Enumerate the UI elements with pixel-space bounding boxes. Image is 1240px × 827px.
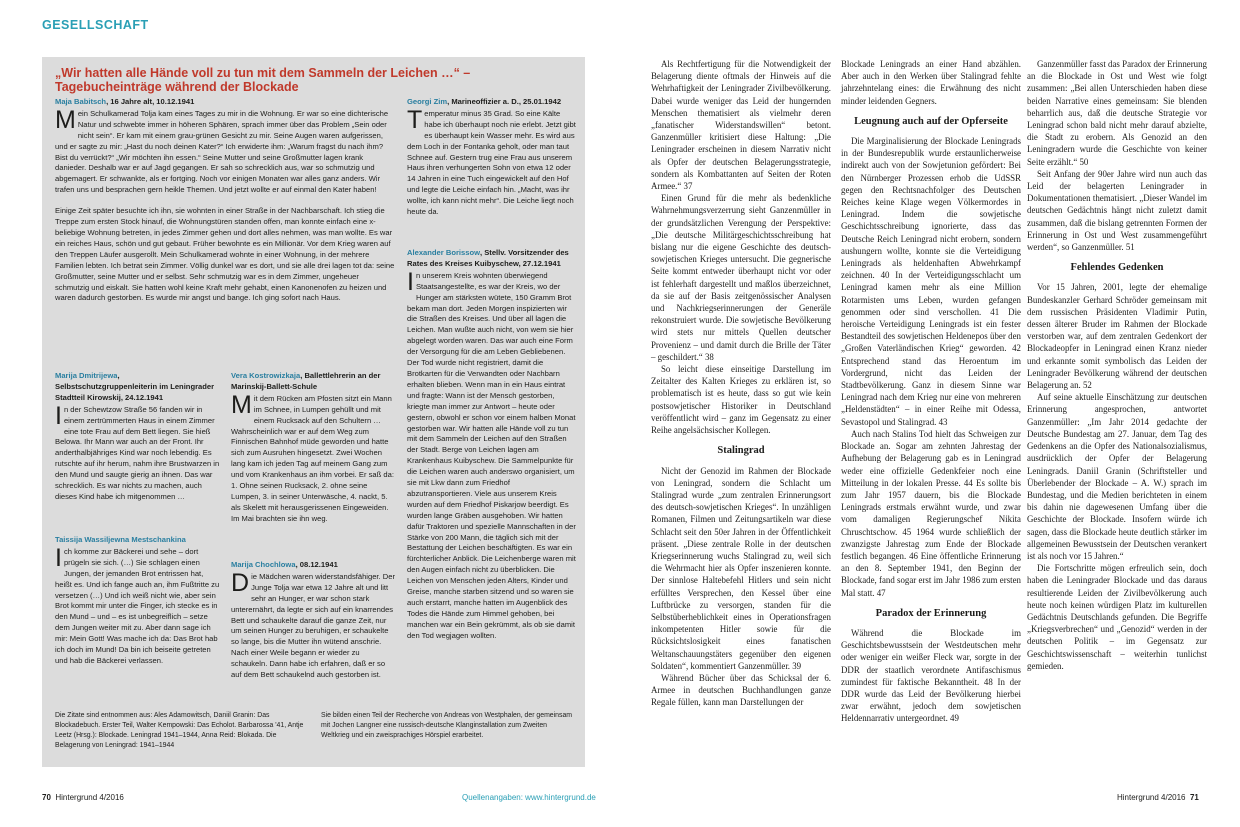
entry-meta: , Stellv. Vorsitzender des Rates des Kreises Kuibyschew, 27.12.1941 [407, 248, 569, 268]
sources-link[interactable]: Quellenangaben: www.hintergrund.de [462, 793, 596, 802]
section-label: GESELLSCHAFT [42, 18, 149, 32]
paragraph: So leicht diese einseitige Darstellung im Zeitalter des Kalten Krieges zu erklären ist, so problematisch ist es heute, dass so gut wie kein postsowjetischer Historiker in Deutschland veröffentlicht wird – ganz im Gegensatz zu einer Reihe angelsächsischer Kollegen. [651, 364, 831, 436]
paragraph: Einen Grund für die mehr als bedenkliche Wahrnehmungsverzerrung sieht Ganzenmüller in der grundsätzlichen Verengung der Perspektive: „Die deutsche Militärgeschichtsschreibung hat bislang nur die eigene Geschichte des deutsch-sowjetischen Krieges untersucht. Die gegnerische Seite kommt entweder überhaupt nicht vor oder ist fehlerhaft dargestellt und maßlos überzeichnet, da sie auf der Basis zeitgenössischer Analysen und Nachkriegserinnerungen der Generäle rekonstruiert wurde. Die sowjetische Bevölkerung wird stets nur mittels Quellen deutscher Provenienz – und damit durch die Brille der Täter – geschildert.“ 38 [651, 193, 831, 362]
paragraph: Nicht der Genozid im Rahmen der Blockade von Leningrad, sondern die Schlacht um Stalingrad wurde „zum zentralen Erinnerungsort des deutsch-sowjetischen Krieges“. In unzähligen Romanen, Filmen und Zeitungsartikeln war diese Schlacht seit den 50er Jahren in der Öffentlichkeit präsent. „Diese zentrale Rolle in der deutschen Kriegserinnerung wuchs Stalingrad zu, weil sich die Wehrmacht hier als Opfer inszenieren konnte. Der sinnlose Haltebefehl Hitlers und sein nicht erfülltes Versprechen, den Kessel über eine Luftbrücke zu versorgen, standen für die Selbstüberheblichkeit eines in Operationsfragen inkompetenten Hitler sowie für die Rücksichtslosigkeit eines fanatischen Weltanschauungstäters gegenüber den eigenen Soldaten“, kommentiert Ganzenmüller. 39 [651, 465, 831, 671]
subheading: Leugnung auch auf der Opferseite [854, 115, 1008, 127]
article-column-2 [841, 58, 1021, 725]
entry-meta: , 16 Jahre alt, 10.12.1941 [106, 97, 195, 106]
entry-author: Marija Dmitrijewa [55, 371, 118, 380]
diary-entry [407, 97, 577, 218]
entry-author: Maja Babitsch [55, 97, 107, 106]
paragraph: Die Fortschritte mögen erfreulich sein, doch haben die Leningrader Blockade und das daraus resultierende Leiden der Zivilbevölkerung auch heute noch keinen würdigen Platz im kulturellen Gedächtnis Deutschlands gefunden. Die Begriffe „Kriegsverbrechen“ und „Genozid“ werden in der deutschen Politik – im Gegensatz zur Geschichtswissenschaft – weiterhin tunlichst gemieden. [1027, 563, 1207, 671]
diary-entry [55, 371, 220, 503]
box-title: „Wir hatten alle Hände voll zu tun mit dem Sammeln der Leichen …“ – Tagebucheinträge während der Blockade [55, 66, 471, 94]
sources-note: Die Zitate sind entnommen aus: Ales Adamowitsch, Daniil Granin: Das Blockadebuch. Erster Teil, Walter Kempowski: Das Echolot. Barbarossa '41, Antje Leetz (Hrsg.): Blockade. Leningrad 1941–1944, Anna Reid: Blokada. Die Belagerung von Leningrad: 1941–1944 [55, 712, 304, 749]
diary-entry [407, 248, 577, 642]
entry-meta: , Selbstschutzgruppenleiterin im Leningrader Stadtteil Kirowskij, 24.12.1941 [55, 371, 215, 402]
diary-entry [55, 535, 220, 667]
entry-text: Mein Schulkamerad Tolja kam eines Tages zu mir in die Wohnung. Er war so eine dichterische Natur und schwebte immer in höheren Sphären, sprach immer über das Problem „Sein oder nicht sein“. Er kam mit einem grau-grünen Gesicht zu mir. Seine Augen waren aufgerissen, und er sagte zu mir: „Hast du noch deinen Kater?“ Ich erwiderte ihm: „Warum fragst du nach ihm? Bist du verrückt?“ „Wir möchten ihn essen.“ Seine Mutter und seine Großmutter lagen krank danieder. Deshalb war er auf Jagd gegangen. Er sah so schrecklich aus, war so schmutzig und abgemagert. Er schwankte, als er fortging. Noch vor einigen Monaten war alles ganz anders. Wir trafen uns und besprachen gern heikle Themen. Und jetzt wollte er auf einmal den Kater haben! [55, 105, 389, 195]
entry-meta: , 08.12.1941 [295, 560, 338, 569]
subheading: Fehlendes Gedenken [1070, 262, 1164, 274]
paragraph: Auch nach Stalins Tod hielt das Schweigen zur Blockade an. Sogar am zehnten Jahrestag der Aufhebung der Belagerung gab es in Leningrad weder eine offizielle Gedenkfeier noch eine Mitteilung in der lokalen Presse. 44 Es sollte bis zum Jahr 1957 dauern, bis die Blockade Leningrads erstmals erwähnt wurde, und zwar vom damaligen Regierungschef Nikita Chruschtschow. 45 1964 wurde schließlich der zwanzigste Jahrestag zum Ende der Blockade festlich begangen. 46 Eine öffentliche Erinnerung an den 8. September 1941, den Beginn der Blockade, fand sogar erst im Jahr 1986 zum ersten Mal statt. 47 [841, 428, 1021, 598]
entry-text: In der Schewtzow Straße 56 fanden wir in einem zertrümmerten Haus in einem Zimmer eine tote Frau auf dem Bett liegen. Sie hieß Belowa. Ihr Mann war auch an der Front. Ihr anderthalbjähriges Kind war noch lebendig. Es rutschte auf ihr herum, nahm ihre Brustwarzen in den Mund und saugte gierig an ihnen. Das war schrecklich. Es war nichts zu machen, auch dieses Kind habe ich mitgenommen … [55, 401, 220, 501]
paragraph: Auf seine aktuelle Einschätzung zur deutschen Erinnerung angesprochen, antwortet Ganzenmüller: „Im Jahr 2014 gedachte der Deutsche Bundestag am 27. Januar, dem Tag des Gedenkens an die Opfer des Nationalsozialismus, ausdrücklich der Opfer der Belagerung Leningrads. Daniil Granin (Schriftsteller und Überlebender der Blockade – A. W.) sprach im Bundestag, und die Medien berichteten in einem bis dahin nie dagewesenen Umfang über die Geschichte der Blockade. Insofern würde ich sagen, dass die Blockade heute deutlich stärker im allgemeinen Bewusstsein der Deutschen verankert ist als noch vor 15 Jahren.“ [1027, 392, 1207, 561]
paragraph: Während Bücher über das Schicksal der 6. Armee in deutschen Buchhandlungen ganze Regale füllen, kann man Darstellungen der [651, 672, 831, 708]
entry-author: Alexander Borissow [407, 248, 481, 257]
article-column-3 [1027, 58, 1207, 672]
entry-text: Die Mädchen waren widerstandsfähiger. Der Junge Tolja war etwa 12 Jahre alt und litt sehr an Hunger, er war schon stark unterernährt, da legte er sich auf ein knarrendes Bett und schaukelte darauf die ganze Zeit, nur um seinen Hunger zu beruhigen, er schaukelte so lange, bis die Mutter ihn wütend anschrie. Nach einer Weile begann er wieder zu schaukeln. Dann habe ich erfahren, daß er so auf dem Bett schaukelnd auch gestorben ist. [231, 568, 395, 680]
magazine-issue: Hintergrund 4/2016 [55, 793, 124, 802]
paragraph: Die Marginalisierung der Blockade Leningrads in der Bundesrepublik wurde erstaunlicherweise indirekt auch von der Sowjetunion gefördert: Bei den Nürnberger Prozessen erhob die UdSSR gegen den Rechtsnachfolger des Deutschen Reiches keine Klage wegen Völkermordes in Leningrad. Indem die sowjetische Geschichtsschreibung ignorierte, dass das Deutsche Reich Leningrad nicht erobern, sondern aushungern wollte, konnte sie die Verteidigung Leningrads als heldenhaften Abwehrkampf zeichnen. 40 In der Verteidigungsschlacht um Leningrad kamen mehr als eine Million Rotarmisten ums Leben, wurden gefangen genommen oder sind verschollen. 41 Die heroische Verteidigung Leningrads ist ein fester Bestandteil des sowjetischen Heldenepos über den „Großen Vaterländischen Krieg“ geworden. 42 Entsprechend stand das Heroentum im Vordergrund, nicht das Leiden der Stadtbevölkerung. Ganz in diesem Sinne war Leningrad nach dem Krieg nur eine von mehreren „Heldenstädten“ – in einer Reihe mit Odessa, Sevastopol und Stalingrad. 43 [841, 136, 1021, 427]
paragraph: Während die Blockade im Geschichtsbewusstsein der Westdeutschen mehr oder weniger ein weißer Fleck war, sorgte in der DDR der staatlich verordnete Antifaschismus zumindest für faktische Bekanntheit. 48 In der DDR wurde das Leid der Bevölkerung hierbei zwar erwähnt, jedoch dem sowjetischen Heldennarrativ untergeordnet. 49 [841, 627, 1021, 724]
footer-right [1117, 793, 1199, 802]
subheading: Stalingrad [717, 445, 765, 457]
diary-entry [231, 371, 396, 525]
sources-note-right: Sie bilden einen Teil der Recherche von Andreas von Westphalen, der gemeinsam mit Jochen Langner eine russisch-deutsche Klanginstallation zum Zweiten Weltkrieg und ein zweisprachiges Hörspiel erarbeitet. [321, 712, 573, 739]
entry-meta: , Marineoffizier a. D., 25.01.1942 [447, 97, 562, 106]
footer-left [42, 793, 124, 802]
entry-author: Georgi Zim [407, 97, 448, 106]
paragraph: Ganzenmüller fasst das Paradox der Erinnerung an die Blockade in Ost und West wie folgt zusammen: „Bei allen Unterschieden haben diese beiden Narrative eines gemeinsam: Sie blenden beharrlich aus, daß die deutsche Strategie vor Leningrad schon bald nicht mehr darauf abzielte, die Stadt zu erobern. Als Genozid an den Leningradern wurde die Geschichte von keiner Seite erzählt.“ 50 [1027, 59, 1207, 167]
paragraph: Seit Anfang der 90er Jahre wird nun auch das Leid der belagerten Leningrader in Dokumentationen thematisiert. „Dieser Wandel im deutschen Gedächtnis hängt nicht zuletzt damit zusammen, daß die bislang getrennten Formen der Erinnerung in Ost und West zusammengeführt werden“, so Ganzenmüller. 51 [1027, 168, 1207, 253]
entry-text-continued: Einige Zeit später besuchte ich ihn, sie wohnten in einer Straße in der Nachbarschaft. Ich stieg die Treppe zum ersten Stock hinauf, die Wohnungstüren standen offen, man konnte einfach eine x-beliebige Wohnung betreten, in jedes Zimmer gehen und dort alles nehmen, was man wollte. Es war ein reiches Haus, schön und gut gebaut. Früher bewohnte es ein Millionär. Vor dem Krieg waren auf den Treppen Läufer ausgerollt. Mein Schulkamerad wohnte in einer Wohnung, in der mehrere Familien lebten. Ich betrat sein Zimmer. Völlig dunkel war es dort, und sie alle drei lagen tot da: seine Großmutter, seine Mutter und er selbst. Sehr schmutzig war es in dem Zimmer, ungeheuer schmutzig und eiskalt. Sie hatten wohl keine Kraft mehr gehabt, einen Kanonenofen zu heizen und waren dadurch gestorben. Es wurde mir angst und bange. Ich ging sofort nach Haus. [55, 206, 395, 303]
entry-text: Temperatur minus 35 Grad. So eine Kälte habe ich überhaupt noch nie erlebt. Jetzt gibt es überhaupt kein Wasser mehr. Es wird aus dem Loch in der Fontanka geholt, oder man taut Schnee auf. Gestern trug eine Frau aus unserem Haus ihren verhungerten Sohn von etwa 12 oder 14 Jahren in eine Tuch eingewickelt auf den Hof und legte die Leiche einfach hin. „Macht, was ihr wollte, ich kann nicht mehr“. Die Leiche liegt noch heute da. [407, 105, 576, 217]
entry-author: Marija Chochlowa [231, 560, 296, 569]
entry-author: Vera Kostrowizkaja [231, 371, 301, 380]
entry-text: In unserem Kreis wohnten überwiegend Staatsangestellte, es war der Kreis, wo der Hunger am stärksten wütete, 150 Gramm Brot bekam man dort. Jeden Morgen inspizierten wir die Straßen des Kreises. Und über all lagen die Leichen. Man wußte auch nicht, von wem sie hier abgelegt worden waren. Das war auch eine Form der Versorgung für die am Leben Gebliebenen. Der Tod wurde nicht registriert, damit die Brotkarten für die Verwandten oder Nachbarn erhalten blieben. Wenn man in ein Haus eintrat und fragte: Wann ist der Mensch gestorben, kriegte man immer zur Antwort – heute oder gestern, obwohl er schon vor einem halben Monat gestorben war. Wir hatten alle Hände voll zu tun mit dem Sammeln der Leichen auf den Straßen der Stadt. Berge von Leichen lagen am Krankenhaus Kuibyschew. Die Sammelpunkte für die Leichen waren auch anderswo organisiert, um sie mit Lkw dann zum Friedhof abzutransportieren. Viele aus unserem Kreis wurden auf dem Friedhof Piskarjow beerdigt. Es wurden lange Gräben ausgehoben. Wir hatten dafür Traktoren und spezielle Mannschaften in der Stärke von 200 Mann, die täglich sich mit der Bestattung der Leichen beschäftigten. Es war ein fürchterlicher Anblick. Die Leichenberge waren mit den Augen einfach nicht zu überblicken. Die Leichen von Menschen jeden Alters, Kinder und Greise, manche starben sitzend und so waren sie auch erstarrt, manche hatten im Augenblick des Todes die Hände zum Himmel gehoben, bei manchen war ein Bein gekrümmt, als ob sie damit den Tod wegjagen wollten. [407, 267, 576, 640]
diary-entry [55, 97, 395, 304]
page-number: 70 [42, 793, 51, 802]
page-number: 71 [1189, 793, 1199, 802]
entry-meta: , Ballettlehrerin an der Marinskij-Ballett-Schule [231, 371, 381, 391]
entry-text: Ich komme zur Bäckerei und sehe – dort prügeln sie sich. (…) Sie schlagen einen Jungen, der jemanden Brot entrissen hat, heißt es. Und ich fange auch an, ihm Fußtritte zu versetzen (…) Und ich weiß nicht wie, aber sein Brot kommt mir unter die Finger, ich stecke es in den Mund – und – es ist unbegreiflich – setze dem Jungen weiter mit zu. Aber dann sage ich mir: Mein Gott! Was mache ich da: Das Brot hab ich doch im Mund! Da bin ich beiseite getreten und hab die Bäckerei verlassen. [55, 543, 220, 665]
magazine-issue: Hintergrund 4/2016 [1117, 793, 1186, 802]
paragraph: Als Rechtfertigung für die Notwendigkeit der Belagerung diente oftmals der Hinweis auf die Wehrhaftigkeit der Leningrader Zivilbevölkerung. Dabei wurde weniger das Leid der hungernden Menschen thematisiert als vielmehr deren „fanatischer Widerstandswillen“ betont. Ganzenmüller kritisiert diese Haltung: „Die Leningrader erscheinen in diesem Narrativ nicht als Opfer der deutschen Belagerungsstrategie, sondern als Kombattanten auf Seiten der Roten Armee.“ 37 [651, 59, 831, 192]
entry-author: Taissija Wassiljewna Mestschankina [55, 535, 186, 544]
diary-entry [231, 560, 396, 681]
paragraph: Blockade Leningrads an einer Hand abzählen. Aber auch in den Werken über Stalingrad fehlte jahrzehntelang eines: die Erwähnung des nicht minder leidenden Gegners. [841, 59, 1021, 106]
entry-text: Mit dem Rücken am Pfosten sitzt ein Mann im Schnee, in Lumpen gehüllt und mit einem Rucksack auf den Schultern … Wahrscheinlich war er auf dem Weg zum Finnischen Bahnhof müde geworden und hatte sich zum Ausruhen hingesetzt. Zwei Wochen lang kam ich jeden Tag auf meinem Gang zum und vom Krankenhaus an ihm vorbei. Er saß da: 1. Ohne seinen Rucksack, 2. ohne seine Lumpen, 3. in seiner Unterwäsche, 4. nackt, 5. als Skelett mit herausgerissenen Eingeweiden. Im Mai brachten sie ihn weg. [231, 390, 394, 523]
subheading: Paradox der Erinnerung [875, 607, 987, 619]
paragraph: Vor 15 Jahren, 2001, legte der ehemalige Bundeskanzler Gerhard Schröder gemeinsam mit dem russischen Präsidenten Vladimir Putin, dessen älterer Bruder im Rahmen der Blockade verstorben war, auf dem zentralen Gedenkort der Blockadeopfer in Leningrad einen Kranz nieder und erkannte somit symbolisch das Leiden der Leningrader Bevölkerung während der deutschen Belagerung an. 52 [1027, 282, 1207, 391]
article-column-1 [651, 58, 831, 709]
